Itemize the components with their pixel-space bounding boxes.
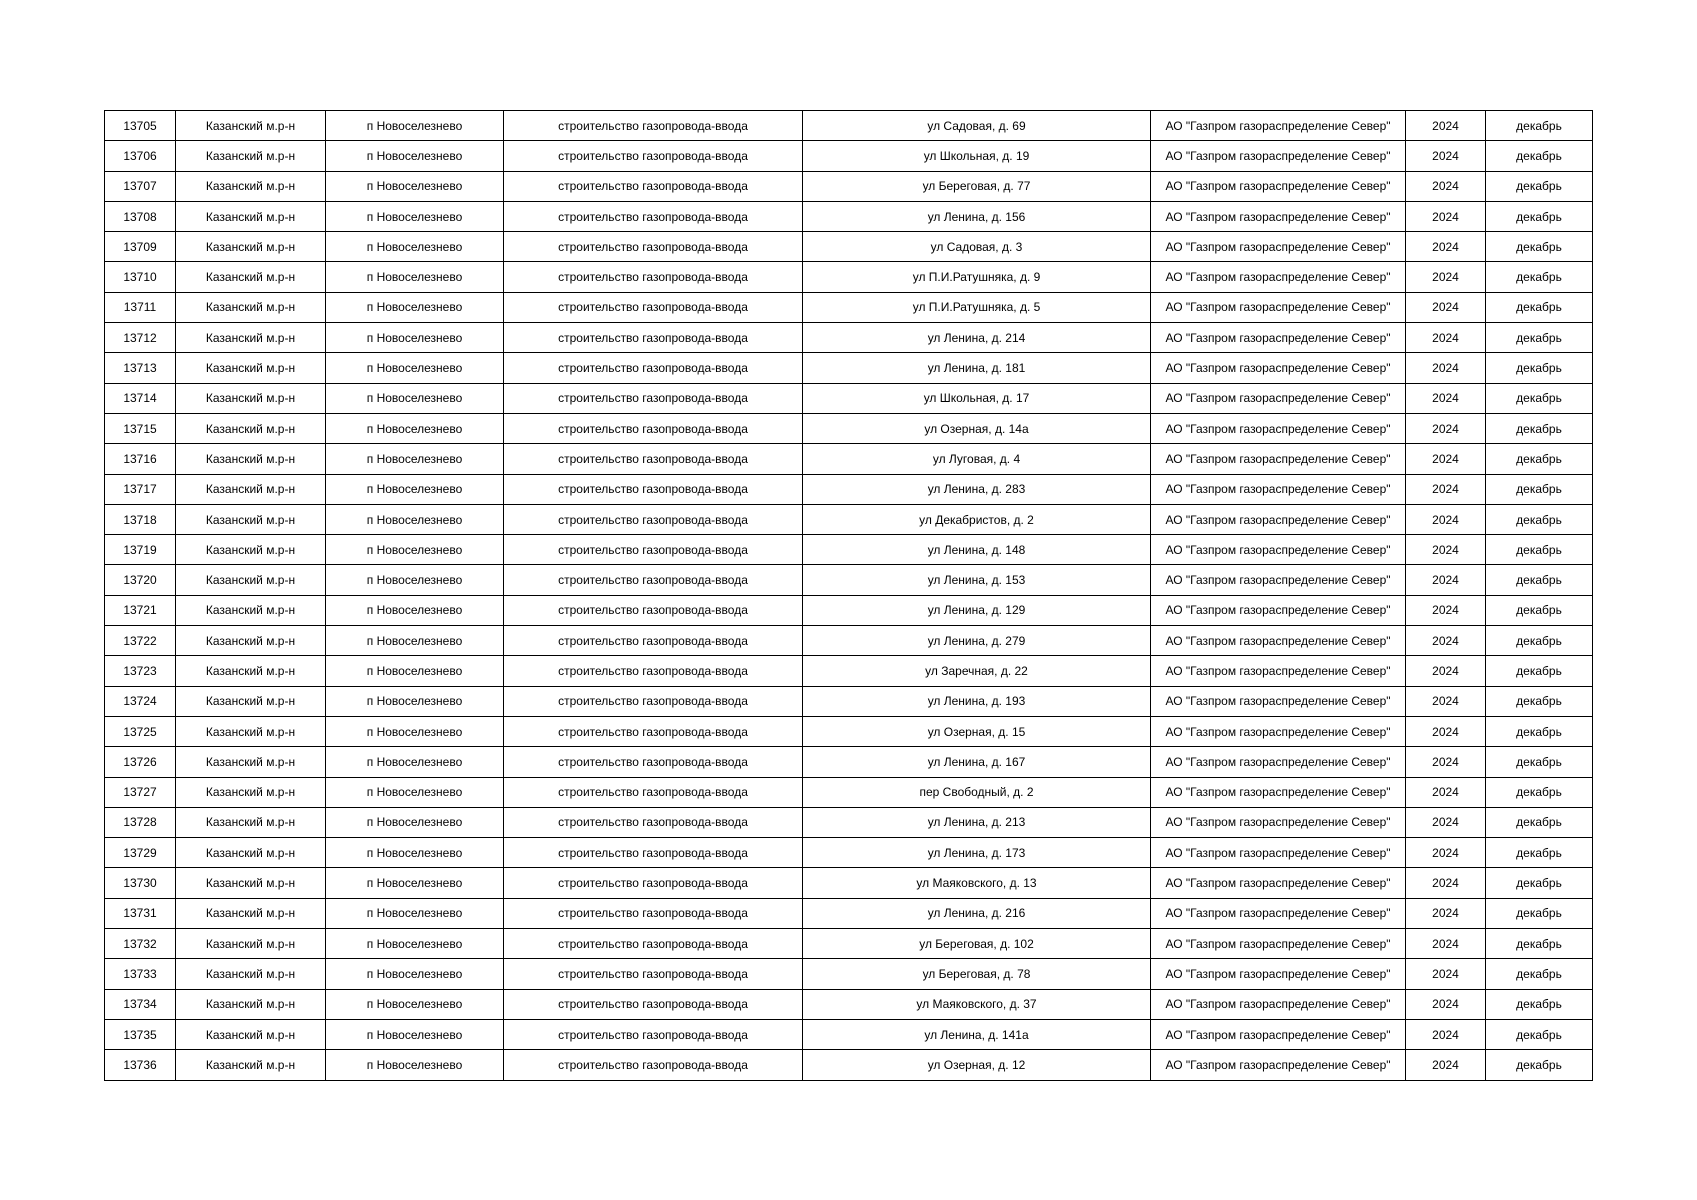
organization-cell: АО "Газпром газораспределение Север" bbox=[1151, 353, 1406, 383]
settlement-cell: п Новоселезнево bbox=[326, 413, 504, 443]
organization-cell: АО "Газпром газораспределение Север" bbox=[1151, 111, 1406, 141]
row-number-cell: 13735 bbox=[105, 1019, 176, 1049]
table-row bbox=[105, 535, 1593, 565]
organization-cell: АО "Газпром газораспределение Север" bbox=[1151, 444, 1406, 474]
row-number-cell: 13724 bbox=[105, 686, 176, 716]
gas-connection-table bbox=[104, 110, 1593, 1081]
table-row bbox=[105, 626, 1593, 656]
organization-cell: АО "Газпром газораспределение Север" bbox=[1151, 959, 1406, 989]
settlement-cell: п Новоселезнево bbox=[326, 656, 504, 686]
month-cell: декабрь bbox=[1486, 868, 1593, 898]
row-number-cell: 13707 bbox=[105, 171, 176, 201]
address-cell: ул Береговая, д. 78 bbox=[803, 959, 1151, 989]
row-number-cell: 13734 bbox=[105, 989, 176, 1019]
month-cell: декабрь bbox=[1486, 565, 1593, 595]
month-cell: декабрь bbox=[1486, 838, 1593, 868]
work-type-cell: строительство газопровода-ввода bbox=[504, 716, 803, 746]
month-cell: декабрь bbox=[1486, 353, 1593, 383]
table-row bbox=[105, 323, 1593, 353]
year-cell: 2024 bbox=[1406, 777, 1486, 807]
table-row bbox=[105, 716, 1593, 746]
organization-cell: АО "Газпром газораспределение Север" bbox=[1151, 474, 1406, 504]
organization-cell: АО "Газпром газораспределение Север" bbox=[1151, 1050, 1406, 1080]
organization-cell: АО "Газпром газораспределение Север" bbox=[1151, 383, 1406, 413]
organization-cell: АО "Газпром газораспределение Север" bbox=[1151, 292, 1406, 322]
table-row bbox=[105, 898, 1593, 928]
address-cell: ул Ленина, д. 193 bbox=[803, 686, 1151, 716]
district-cell: Казанский м.р-н bbox=[176, 898, 326, 928]
district-cell: Казанский м.р-н bbox=[176, 504, 326, 534]
year-cell: 2024 bbox=[1406, 413, 1486, 443]
work-type-cell: строительство газопровода-ввода bbox=[504, 868, 803, 898]
year-cell: 2024 bbox=[1406, 141, 1486, 171]
address-cell: ул Ленина, д. 213 bbox=[803, 807, 1151, 837]
row-number-cell: 13708 bbox=[105, 201, 176, 231]
address-cell: ул Озерная, д. 12 bbox=[803, 1050, 1151, 1080]
address-cell: ул Садовая, д. 69 bbox=[803, 111, 1151, 141]
year-cell: 2024 bbox=[1406, 747, 1486, 777]
district-cell: Казанский м.р-н bbox=[176, 292, 326, 322]
row-number-cell: 13720 bbox=[105, 565, 176, 595]
address-cell: ул Ленина, д. 153 bbox=[803, 565, 1151, 595]
organization-cell: АО "Газпром газораспределение Север" bbox=[1151, 626, 1406, 656]
table-row bbox=[105, 262, 1593, 292]
settlement-cell: п Новоселезнево bbox=[326, 989, 504, 1019]
address-cell: ул Ленина, д. 129 bbox=[803, 595, 1151, 625]
organization-cell: АО "Газпром газораспределение Север" bbox=[1151, 929, 1406, 959]
table-row bbox=[105, 565, 1593, 595]
organization-cell: АО "Газпром газораспределение Север" bbox=[1151, 747, 1406, 777]
year-cell: 2024 bbox=[1406, 989, 1486, 1019]
table-row bbox=[105, 353, 1593, 383]
year-cell: 2024 bbox=[1406, 929, 1486, 959]
settlement-cell: п Новоселезнево bbox=[326, 929, 504, 959]
district-cell: Казанский м.р-н bbox=[176, 474, 326, 504]
work-type-cell: строительство газопровода-ввода bbox=[504, 141, 803, 171]
organization-cell: АО "Газпром газораспределение Север" bbox=[1151, 898, 1406, 928]
month-cell: декабрь bbox=[1486, 959, 1593, 989]
address-cell: пер Свободный, д. 2 bbox=[803, 777, 1151, 807]
table-row bbox=[105, 595, 1593, 625]
year-cell: 2024 bbox=[1406, 262, 1486, 292]
year-cell: 2024 bbox=[1406, 201, 1486, 231]
work-type-cell: строительство газопровода-ввода bbox=[504, 626, 803, 656]
month-cell: декабрь bbox=[1486, 504, 1593, 534]
district-cell: Казанский м.р-н bbox=[176, 807, 326, 837]
year-cell: 2024 bbox=[1406, 595, 1486, 625]
settlement-cell: п Новоселезнево bbox=[326, 898, 504, 928]
year-cell: 2024 bbox=[1406, 626, 1486, 656]
district-cell: Казанский м.р-н bbox=[176, 565, 326, 595]
row-number-cell: 13718 bbox=[105, 504, 176, 534]
year-cell: 2024 bbox=[1406, 868, 1486, 898]
address-cell: ул Ленина, д. 181 bbox=[803, 353, 1151, 383]
month-cell: декабрь bbox=[1486, 232, 1593, 262]
month-cell: декабрь bbox=[1486, 383, 1593, 413]
settlement-cell: п Новоселезнево bbox=[326, 959, 504, 989]
settlement-cell: п Новоселезнево bbox=[326, 868, 504, 898]
settlement-cell: п Новоселезнево bbox=[326, 141, 504, 171]
settlement-cell: п Новоселезнево bbox=[326, 323, 504, 353]
month-cell: декабрь bbox=[1486, 111, 1593, 141]
month-cell: декабрь bbox=[1486, 474, 1593, 504]
work-type-cell: строительство газопровода-ввода bbox=[504, 413, 803, 443]
address-cell: ул Садовая, д. 3 bbox=[803, 232, 1151, 262]
table-row bbox=[105, 807, 1593, 837]
settlement-cell: п Новоселезнево bbox=[326, 353, 504, 383]
address-cell: ул Ленина, д. 156 bbox=[803, 201, 1151, 231]
settlement-cell: п Новоселезнево bbox=[326, 201, 504, 231]
address-cell: ул Ленина, д. 148 bbox=[803, 535, 1151, 565]
district-cell: Казанский м.р-н bbox=[176, 1050, 326, 1080]
year-cell: 2024 bbox=[1406, 383, 1486, 413]
work-type-cell: строительство газопровода-ввода bbox=[504, 1019, 803, 1049]
settlement-cell: п Новоселезнево bbox=[326, 383, 504, 413]
address-cell: ул П.И.Ратушняка, д. 9 bbox=[803, 262, 1151, 292]
settlement-cell: п Новоселезнево bbox=[326, 292, 504, 322]
district-cell: Казанский м.р-н bbox=[176, 595, 326, 625]
settlement-cell: п Новоселезнево bbox=[326, 807, 504, 837]
organization-cell: АО "Газпром газораспределение Север" bbox=[1151, 232, 1406, 262]
work-type-cell: строительство газопровода-ввода bbox=[504, 959, 803, 989]
row-number-cell: 13712 bbox=[105, 323, 176, 353]
row-number-cell: 13731 bbox=[105, 898, 176, 928]
table-row bbox=[105, 141, 1593, 171]
district-cell: Казанский м.р-н bbox=[176, 232, 326, 262]
address-cell: ул Береговая, д. 102 bbox=[803, 929, 1151, 959]
address-cell: ул Школьная, д. 19 bbox=[803, 141, 1151, 171]
settlement-cell: п Новоселезнево bbox=[326, 595, 504, 625]
settlement-cell: п Новоселезнево bbox=[326, 504, 504, 534]
address-cell: ул Заречная, д. 22 bbox=[803, 656, 1151, 686]
row-number-cell: 13725 bbox=[105, 716, 176, 746]
district-cell: Казанский м.р-н bbox=[176, 868, 326, 898]
year-cell: 2024 bbox=[1406, 444, 1486, 474]
address-cell: ул Маяковского, д. 37 bbox=[803, 989, 1151, 1019]
row-number-cell: 13711 bbox=[105, 292, 176, 322]
year-cell: 2024 bbox=[1406, 565, 1486, 595]
month-cell: декабрь bbox=[1486, 595, 1593, 625]
settlement-cell: п Новоселезнево bbox=[326, 838, 504, 868]
month-cell: декабрь bbox=[1486, 1050, 1593, 1080]
row-number-cell: 13732 bbox=[105, 929, 176, 959]
table-row bbox=[105, 292, 1593, 322]
work-type-cell: строительство газопровода-ввода bbox=[504, 838, 803, 868]
district-cell: Казанский м.р-н bbox=[176, 989, 326, 1019]
year-cell: 2024 bbox=[1406, 1019, 1486, 1049]
work-type-cell: строительство газопровода-ввода bbox=[504, 989, 803, 1019]
district-cell: Казанский м.р-н bbox=[176, 777, 326, 807]
address-cell: ул Ленина, д. 216 bbox=[803, 898, 1151, 928]
settlement-cell: п Новоселезнево bbox=[326, 565, 504, 595]
year-cell: 2024 bbox=[1406, 111, 1486, 141]
district-cell: Казанский м.р-н bbox=[176, 716, 326, 746]
row-number-cell: 13714 bbox=[105, 383, 176, 413]
month-cell: декабрь bbox=[1486, 807, 1593, 837]
year-cell: 2024 bbox=[1406, 171, 1486, 201]
settlement-cell: п Новоселезнево bbox=[326, 1050, 504, 1080]
month-cell: декабрь bbox=[1486, 747, 1593, 777]
row-number-cell: 13717 bbox=[105, 474, 176, 504]
row-number-cell: 13726 bbox=[105, 747, 176, 777]
year-cell: 2024 bbox=[1406, 504, 1486, 534]
month-cell: декабрь bbox=[1486, 323, 1593, 353]
year-cell: 2024 bbox=[1406, 807, 1486, 837]
table-row bbox=[105, 201, 1593, 231]
district-cell: Казанский м.р-н bbox=[176, 353, 326, 383]
district-cell: Казанский м.р-н bbox=[176, 262, 326, 292]
month-cell: декабрь bbox=[1486, 686, 1593, 716]
address-cell: ул Ленина, д. 279 bbox=[803, 626, 1151, 656]
organization-cell: АО "Газпром газораспределение Север" bbox=[1151, 171, 1406, 201]
district-cell: Казанский м.р-н bbox=[176, 413, 326, 443]
month-cell: декабрь bbox=[1486, 444, 1593, 474]
work-type-cell: строительство газопровода-ввода bbox=[504, 777, 803, 807]
district-cell: Казанский м.р-н bbox=[176, 686, 326, 716]
address-cell: ул Ленина, д. 141а bbox=[803, 1019, 1151, 1049]
address-cell: ул Маяковского, д. 13 bbox=[803, 868, 1151, 898]
organization-cell: АО "Газпром газораспределение Север" bbox=[1151, 807, 1406, 837]
year-cell: 2024 bbox=[1406, 656, 1486, 686]
address-cell: ул Луговая, д. 4 bbox=[803, 444, 1151, 474]
settlement-cell: п Новоселезнево bbox=[326, 686, 504, 716]
table-row bbox=[105, 868, 1593, 898]
table-row bbox=[105, 413, 1593, 443]
settlement-cell: п Новоселезнево bbox=[326, 111, 504, 141]
organization-cell: АО "Газпром газораспределение Север" bbox=[1151, 323, 1406, 353]
work-type-cell: строительство газопровода-ввода bbox=[504, 535, 803, 565]
settlement-cell: п Новоселезнево bbox=[326, 747, 504, 777]
year-cell: 2024 bbox=[1406, 353, 1486, 383]
row-number-cell: 13719 bbox=[105, 535, 176, 565]
row-number-cell: 13723 bbox=[105, 656, 176, 686]
work-type-cell: строительство газопровода-ввода bbox=[504, 898, 803, 928]
row-number-cell: 13727 bbox=[105, 777, 176, 807]
work-type-cell: строительство газопровода-ввода bbox=[504, 383, 803, 413]
row-number-cell: 13730 bbox=[105, 868, 176, 898]
table-row bbox=[105, 686, 1593, 716]
work-type-cell: строительство газопровода-ввода bbox=[504, 686, 803, 716]
table-row bbox=[105, 504, 1593, 534]
district-cell: Казанский м.р-н bbox=[176, 323, 326, 353]
organization-cell: АО "Газпром газораспределение Север" bbox=[1151, 535, 1406, 565]
address-cell: ул Декабристов, д. 2 bbox=[803, 504, 1151, 534]
settlement-cell: п Новоселезнево bbox=[326, 626, 504, 656]
organization-cell: АО "Газпром газораспределение Север" bbox=[1151, 716, 1406, 746]
table-body bbox=[105, 111, 1593, 1081]
work-type-cell: строительство газопровода-ввода bbox=[504, 595, 803, 625]
row-number-cell: 13722 bbox=[105, 626, 176, 656]
work-type-cell: строительство газопровода-ввода bbox=[504, 262, 803, 292]
table-row bbox=[105, 929, 1593, 959]
month-cell: декабрь bbox=[1486, 201, 1593, 231]
row-number-cell: 13729 bbox=[105, 838, 176, 868]
organization-cell: АО "Газпром газораспределение Север" bbox=[1151, 413, 1406, 443]
work-type-cell: строительство газопровода-ввода bbox=[504, 353, 803, 383]
table-row bbox=[105, 383, 1593, 413]
settlement-cell: п Новоселезнево bbox=[326, 232, 504, 262]
row-number-cell: 13733 bbox=[105, 959, 176, 989]
year-cell: 2024 bbox=[1406, 323, 1486, 353]
settlement-cell: п Новоселезнево bbox=[326, 474, 504, 504]
district-cell: Казанский м.р-н bbox=[176, 535, 326, 565]
district-cell: Казанский м.р-н bbox=[176, 747, 326, 777]
table-row bbox=[105, 1019, 1593, 1049]
settlement-cell: п Новоселезнево bbox=[326, 535, 504, 565]
district-cell: Казанский м.р-н bbox=[176, 656, 326, 686]
work-type-cell: строительство газопровода-ввода bbox=[504, 444, 803, 474]
settlement-cell: п Новоселезнево bbox=[326, 777, 504, 807]
work-type-cell: строительство газопровода-ввода bbox=[504, 171, 803, 201]
month-cell: декабрь bbox=[1486, 141, 1593, 171]
row-number-cell: 13705 bbox=[105, 111, 176, 141]
organization-cell: АО "Газпром газораспределение Север" bbox=[1151, 777, 1406, 807]
table-row bbox=[105, 777, 1593, 807]
row-number-cell: 13716 bbox=[105, 444, 176, 474]
year-cell: 2024 bbox=[1406, 474, 1486, 504]
month-cell: декабрь bbox=[1486, 626, 1593, 656]
row-number-cell: 13736 bbox=[105, 1050, 176, 1080]
district-cell: Казанский м.р-н bbox=[176, 383, 326, 413]
month-cell: декабрь bbox=[1486, 171, 1593, 201]
row-number-cell: 13713 bbox=[105, 353, 176, 383]
organization-cell: АО "Газпром газораспределение Север" bbox=[1151, 565, 1406, 595]
organization-cell: АО "Газпром газораспределение Север" bbox=[1151, 838, 1406, 868]
work-type-cell: строительство газопровода-ввода bbox=[504, 747, 803, 777]
table-row bbox=[105, 656, 1593, 686]
row-number-cell: 13710 bbox=[105, 262, 176, 292]
district-cell: Казанский м.р-н bbox=[176, 201, 326, 231]
district-cell: Казанский м.р-н bbox=[176, 171, 326, 201]
work-type-cell: строительство газопровода-ввода bbox=[504, 201, 803, 231]
district-cell: Казанский м.р-н bbox=[176, 111, 326, 141]
address-cell: ул П.И.Ратушняка, д. 5 bbox=[803, 292, 1151, 322]
district-cell: Казанский м.р-н bbox=[176, 1019, 326, 1049]
organization-cell: АО "Газпром газораспределение Север" bbox=[1151, 686, 1406, 716]
month-cell: декабрь bbox=[1486, 777, 1593, 807]
year-cell: 2024 bbox=[1406, 959, 1486, 989]
table-row bbox=[105, 747, 1593, 777]
row-number-cell: 13721 bbox=[105, 595, 176, 625]
organization-cell: АО "Газпром газораспределение Север" bbox=[1151, 595, 1406, 625]
settlement-cell: п Новоселезнево bbox=[326, 1019, 504, 1049]
month-cell: декабрь bbox=[1486, 262, 1593, 292]
work-type-cell: строительство газопровода-ввода bbox=[504, 565, 803, 595]
address-cell: ул Школьная, д. 17 bbox=[803, 383, 1151, 413]
row-number-cell: 13709 bbox=[105, 232, 176, 262]
address-cell: ул Озерная, д. 14а bbox=[803, 413, 1151, 443]
month-cell: декабрь bbox=[1486, 535, 1593, 565]
year-cell: 2024 bbox=[1406, 898, 1486, 928]
district-cell: Казанский м.р-н bbox=[176, 141, 326, 171]
work-type-cell: строительство газопровода-ввода bbox=[504, 232, 803, 262]
row-number-cell: 13728 bbox=[105, 807, 176, 837]
organization-cell: АО "Газпром газораспределение Север" bbox=[1151, 1019, 1406, 1049]
work-type-cell: строительство газопровода-ввода bbox=[504, 929, 803, 959]
year-cell: 2024 bbox=[1406, 292, 1486, 322]
work-type-cell: строительство газопровода-ввода bbox=[504, 323, 803, 353]
table-row bbox=[105, 444, 1593, 474]
work-type-cell: строительство газопровода-ввода bbox=[504, 656, 803, 686]
year-cell: 2024 bbox=[1406, 1050, 1486, 1080]
address-cell: ул Ленина, д. 173 bbox=[803, 838, 1151, 868]
settlement-cell: п Новоселезнево bbox=[326, 716, 504, 746]
table-row bbox=[105, 111, 1593, 141]
table-row bbox=[105, 838, 1593, 868]
year-cell: 2024 bbox=[1406, 686, 1486, 716]
address-cell: ул Ленина, д. 283 bbox=[803, 474, 1151, 504]
table-row bbox=[105, 989, 1593, 1019]
month-cell: декабрь bbox=[1486, 292, 1593, 322]
year-cell: 2024 bbox=[1406, 232, 1486, 262]
table-row bbox=[105, 171, 1593, 201]
work-type-cell: строительство газопровода-ввода bbox=[504, 1050, 803, 1080]
address-cell: ул Береговая, д. 77 bbox=[803, 171, 1151, 201]
address-cell: ул Ленина, д. 167 bbox=[803, 747, 1151, 777]
organization-cell: АО "Газпром газораспределение Север" bbox=[1151, 504, 1406, 534]
row-number-cell: 13715 bbox=[105, 413, 176, 443]
district-cell: Казанский м.р-н bbox=[176, 838, 326, 868]
work-type-cell: строительство газопровода-ввода bbox=[504, 807, 803, 837]
organization-cell: АО "Газпром газораспределение Север" bbox=[1151, 868, 1406, 898]
work-type-cell: строительство газопровода-ввода bbox=[504, 474, 803, 504]
month-cell: декабрь bbox=[1486, 413, 1593, 443]
year-cell: 2024 bbox=[1406, 535, 1486, 565]
organization-cell: АО "Газпром газораспределение Север" bbox=[1151, 989, 1406, 1019]
table-row bbox=[105, 474, 1593, 504]
month-cell: декабрь bbox=[1486, 898, 1593, 928]
table-row bbox=[105, 1050, 1593, 1080]
settlement-cell: п Новоселезнево bbox=[326, 262, 504, 292]
month-cell: декабрь bbox=[1486, 929, 1593, 959]
address-cell: ул Озерная, д. 15 bbox=[803, 716, 1151, 746]
district-cell: Казанский м.р-н bbox=[176, 929, 326, 959]
month-cell: декабрь bbox=[1486, 656, 1593, 686]
month-cell: декабрь bbox=[1486, 716, 1593, 746]
district-cell: Казанский м.р-н bbox=[176, 444, 326, 474]
district-cell: Казанский м.р-н bbox=[176, 626, 326, 656]
work-type-cell: строительство газопровода-ввода bbox=[504, 111, 803, 141]
table-row bbox=[105, 959, 1593, 989]
work-type-cell: строительство газопровода-ввода bbox=[504, 292, 803, 322]
organization-cell: АО "Газпром газораспределение Север" bbox=[1151, 201, 1406, 231]
row-number-cell: 13706 bbox=[105, 141, 176, 171]
organization-cell: АО "Газпром газораспределение Север" bbox=[1151, 141, 1406, 171]
table-row bbox=[105, 232, 1593, 262]
work-type-cell: строительство газопровода-ввода bbox=[504, 504, 803, 534]
organization-cell: АО "Газпром газораспределение Север" bbox=[1151, 656, 1406, 686]
month-cell: декабрь bbox=[1486, 989, 1593, 1019]
settlement-cell: п Новоселезнево bbox=[326, 171, 504, 201]
year-cell: 2024 bbox=[1406, 838, 1486, 868]
month-cell: декабрь bbox=[1486, 1019, 1593, 1049]
district-cell: Казанский м.р-н bbox=[176, 959, 326, 989]
settlement-cell: п Новоселезнево bbox=[326, 444, 504, 474]
organization-cell: АО "Газпром газораспределение Север" bbox=[1151, 262, 1406, 292]
year-cell: 2024 bbox=[1406, 716, 1486, 746]
address-cell: ул Ленина, д. 214 bbox=[803, 323, 1151, 353]
